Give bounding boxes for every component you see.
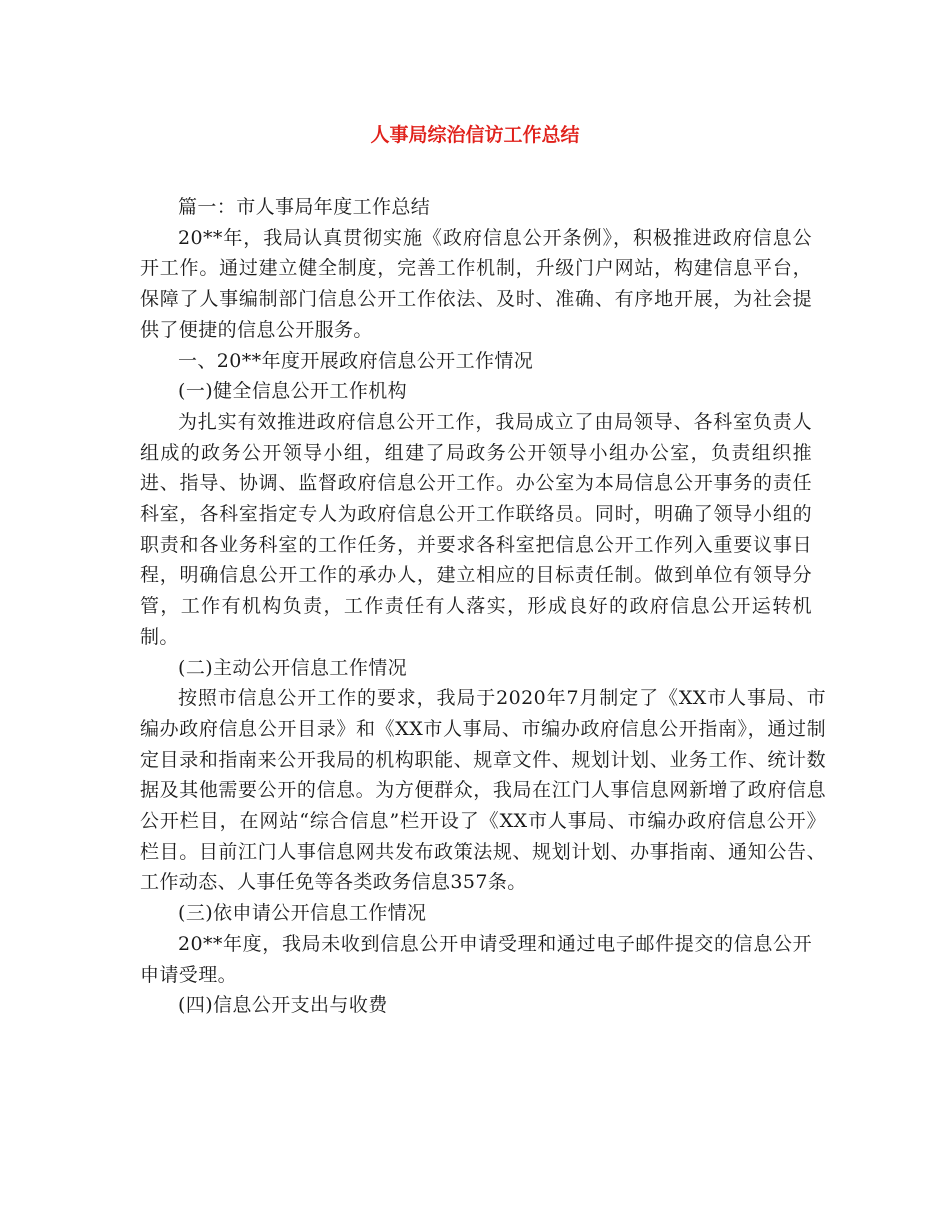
subsection-heading: (二)主动公开信息工作情况 — [178, 656, 408, 679]
body-paragraph: 为扎实有效推进政府信息公开工作，我局成立了由局领导、各科室负责人组成的政务公开领导小组，组建了局政务公开领导小组办公室，负责组织推进、指导、协调、监督政府信息公开工作。办公室为本局信息公开事务的责任科室，各科室指定专人为政府信息公开工作联络员。同时，明确了领导小组的职责和各业务科室的工作任务，并要求各科室把信息公开工作列入重要议事日程，明确信息公开工作的承办人，建立相应的目标责任制。做到单位有领导分管，工作有机构负责，工作责任有人落实，形成良好的政府信息公开运转机制。 — [140, 410, 812, 648]
section-heading: 篇一：市人事局年度工作总结 — [178, 196, 431, 218]
body-paragraph: 按照市信息公开工作的要求，我局于2020年7月制定了《XX市人事局、市编办政府信息公开目录》和《XX市人事局、市编办政府信息公开指南》，通过制定目录和指南来公开我局的机构职能、规章文件、规划计划、业务工作、统计数据及其他需要公开的信息。为方便群众，我局在江门人事信息网新增了政府信息公开栏目，在网站“综合信息”栏开设了《XX市人事局、市编办政府信息公开》栏目。目前江门人事信息网共发布政策法规、规划计划、办事指南、通知公告、工作动态、人事任免等各类政务信息357条。 — [140, 687, 826, 894]
subsection-heading: (四)信息公开支出与收费 — [178, 994, 388, 1017]
document-title: 人事局综治信访工作总结 — [370, 124, 580, 146]
body-paragraph: 20**年度，我局未收到信息公开申请受理和通过电子邮件提交的信息公开申请受理。 — [140, 932, 812, 986]
subsection-heading: (三)依申请公开信息工作情况 — [178, 902, 427, 925]
subsection-heading: (一)健全信息公开工作机构 — [178, 380, 408, 403]
document-body — [140, 192, 826, 1021]
section-heading: 一、20**年度开展政府信息公开工作情况 — [178, 349, 534, 372]
body-paragraph: 20**年，我局认真贯彻实施《政府信息公开条例》，积极推进政府信息公开工作。通过建立健全制度，完善工作机制，升级门户网站，构建信息平台，保障了人事编制部门信息公开工作依法、及时、准确、有序地开展，为社会提供了便捷的信息公开服务。 — [140, 226, 812, 341]
